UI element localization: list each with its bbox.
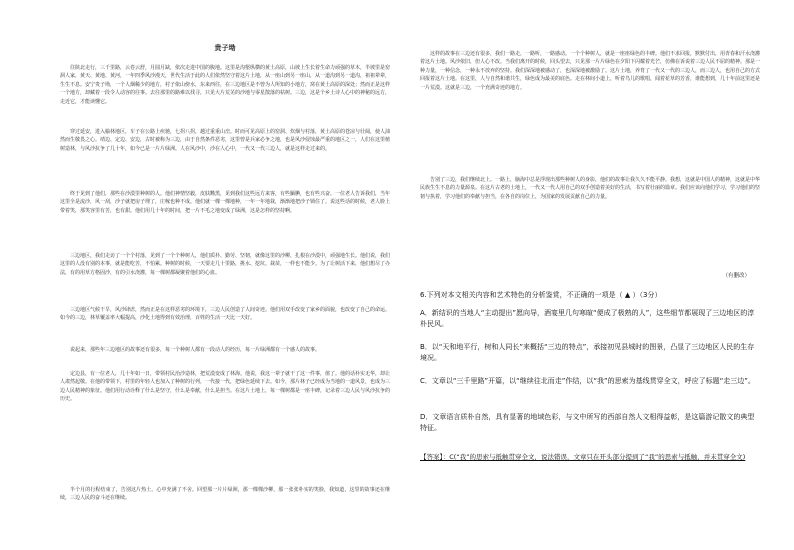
essay-paragraph: 终于见到了他们，那些在沙漠里种树的人。他们神情坚毅，皮肤黝黑，见到我们这些远方来客，有些腼腆，也有些兴奋。一位老人告诉我们，当年这里全是流沙，风一刮，沙子就把房子埋了，庄稼也种不成。他们就一棵一棵地种，一年一年地栽，渐渐地把沙子锁住了。说这些话的时候，老人脸上带着笑，那笑容里有苦，也有甜。他们用几十年的时间，把一片不毛之地变成了绿洲，这是怎样的坚持啊。 <box>60 191 390 214</box>
author-note: （有删改） <box>722 273 750 279</box>
right-column <box>420 0 760 550</box>
option-a: A．新结识的当地人“主动提出”愿向导，酒宴里几句寒暄“便成了极熟的人”，这些细节都展现了三边地区的淳朴民风。 <box>420 309 755 328</box>
option-d: D．文章语言质朴自然，具有显著的地域色彩，与文中所写的西部自然人文相得益彰，是这篇游记散文的典型特征。 <box>420 413 755 432</box>
essay-paragraph: 这样的故事在三边还有很多，我们一路走，一路听，一路感动。一个个种树人，就是一座座绿色的丰碑。他们不求回报，默默付出，用青春和汗水浇灌着这片土地。风沙依旧，但人心不改。当我们离开的时候，回头望去，只见那一片片绿色在夕阳下闪耀着光芒，仿佛在诉说着三边人民不屈的精神。那是一种力量，一种信念，一种永不放弃的坚持。我们深深地被感动了，也深深地被激励了。这片土地，养育了一代又一代的三边人，而三边人，也用自己的方式回报着这片土地。在这里，人与自然和谐共生，绿色成为最美的底色。走在林间小道上，听着鸟儿的歌唱，闻着花草的芳香，谁能想到，几十年前这里还是一片荒漠。这就是三边，一个充满奇迹的地方。 <box>420 51 760 91</box>
essay-paragraph: 三边地区，我们走访了一个个村落，见到了一个个种树人，他们质朴、勤劳、坚韧，就像这里的沙柳，扎根在沙漠中，顽强地生长。他们说，我们这里的人没有别的本事，就是能吃苦，不怕累。种树的时候，一天要走几十里路，挑水、挖坑、栽苗，一样也不能少。为了让树活下来，他们想尽了办法，有的用草方格固沙，有的引水浇灌，每一棵树都凝聚着他们的心血。 <box>60 253 390 276</box>
option-c: C．文章以“三千里路”开篇，以“继续往北而走”作结，以“我”的思索为基线贯穿全文，呼应了标题“走三边”。 <box>420 377 755 385</box>
answer-text: 【答案】：C(“我”的思索与抵触贯穿全文，说法错误，文章只在开头部分提到了“我”的思索与抵触，并未贯穿全文) <box>420 453 746 461</box>
essay-paragraph: 告别了三边，我们继续北上。一路上，脑海中总是浮现出那些种树人的身影，他们的故事让我久久不能平静。我想，这就是中国人的精神，这就是中华民族生生不息的力量源泉。在这片古老的土地上，一代又一代人用自己的双手创造着美好的生活，书写着壮丽的篇章。我们应该向他们学习，学习他们的坚韧与执着，学习他们的奉献与担当，在各自的岗位上，为国家的发展贡献自己的力量。 <box>420 177 760 200</box>
essay-paragraph: 定边县，有一位老人，几十年如一日，带领村民治沙造林，把荒漠变成了林海。他说，我这一辈子就干了这一件事，值了。他的话朴实无华，却让人肃然起敬。在他的带领下，村里的年轻人也加入了种树的行列，一代接一代，把绿色延续下去。如今，那片林子已经成为当地的一道风景，也成为三边人民精神的象征。他们用行动诠释了什么是坚守，什么是奉献，什么是担当。在这片土地上，每一棵树都是一座丰碑，记录着三边人民与风沙抗争的历史。 <box>60 371 390 403</box>
left-column <box>60 0 390 550</box>
essay-paragraph: 说起来，那些年三边地区的故事还有很多，每一个种树人都有一段动人的经历，每一片绿洲都有一个感人的故事。 <box>70 347 321 353</box>
question-stem: 6.下列对本文相关内容和艺术特色的分析鉴赏，不正确的一项是（ ▲ ）（3分） <box>420 291 662 299</box>
essay-paragraph: 往陕北走行，三千里路，云卷云舒，月圆月缺，依次走进中国的腹地。这里是沟壑纵横的黄土高原，山坡上生长着生命力顽强的草木，半坡里是窑洞人家，黄天、黄地、黄河，一年四季风沙漫天，世代生活于此的人们依然坚守着这片土地，从一座山到另一座山，从一道沟到另一道沟，祖祖辈辈，生生不息。安宁贵子坳，一个人烟稀少的地方，村子依山傍水，东来西往，在三边地区是不曾为人所知的小地方，窝在黄土高原的深处；然而正是这样一个地方，却藏着一段令人动容的往事。去往那里的路难以找寻，只见大片荒芜的沙地与零星散落的枯树。三边，这是个乡土诗人心中的神秘的远方，走近它，才能读懂它。 <box>60 65 390 105</box>
essay-paragraph: 半个月的行程结束了，告别这片热土，心中充满了不舍。回望那一片片绿洲，那一棵棵沙柳，那一张张朴实的笑脸，我知道，这里的故事还在继续，三边人民的奋斗还在继续。 <box>60 487 390 502</box>
option-b: B．以“天和地平行，树和人同长”来概括“三边的特点”，承接初见县城时的图景，凸显了三边地区人民的生存境况。 <box>420 343 755 362</box>
essay-paragraph: 三边地区气候干旱，风沙肆虐，然而正是在这样恶劣的环境下，三边人民创造了人间奇迹。他们用双手改变了家乡的面貌，也改变了自己的命运。如今的三边，林草覆盖率大幅提高，沙化土地得到有效治理，百姓的生活一天比一天好。 <box>60 307 390 322</box>
essay-title: 贵子坳 <box>214 44 236 52</box>
essay-paragraph: 穿过延安，进入榆林地区，车子在公路上疾驰，七拐八拐，越过重重山峦。时而可见高原上的窑洞、炊烟与村落，黄土高原的苍凉与壮阔，使人油然而生敬畏之心。靖边、定边、安边，古时被称为三边，由于自然条件恶劣，这里曾是兵家必争之地，也是风沙侵蚀最严重的地区之一，人们在这里植树造林，与风沙抗争了几十年，如今已是一片片绿洲。人在风沙中，沙在人心中，一代又一代三边人，就是这样走过来的。 <box>60 129 390 152</box>
